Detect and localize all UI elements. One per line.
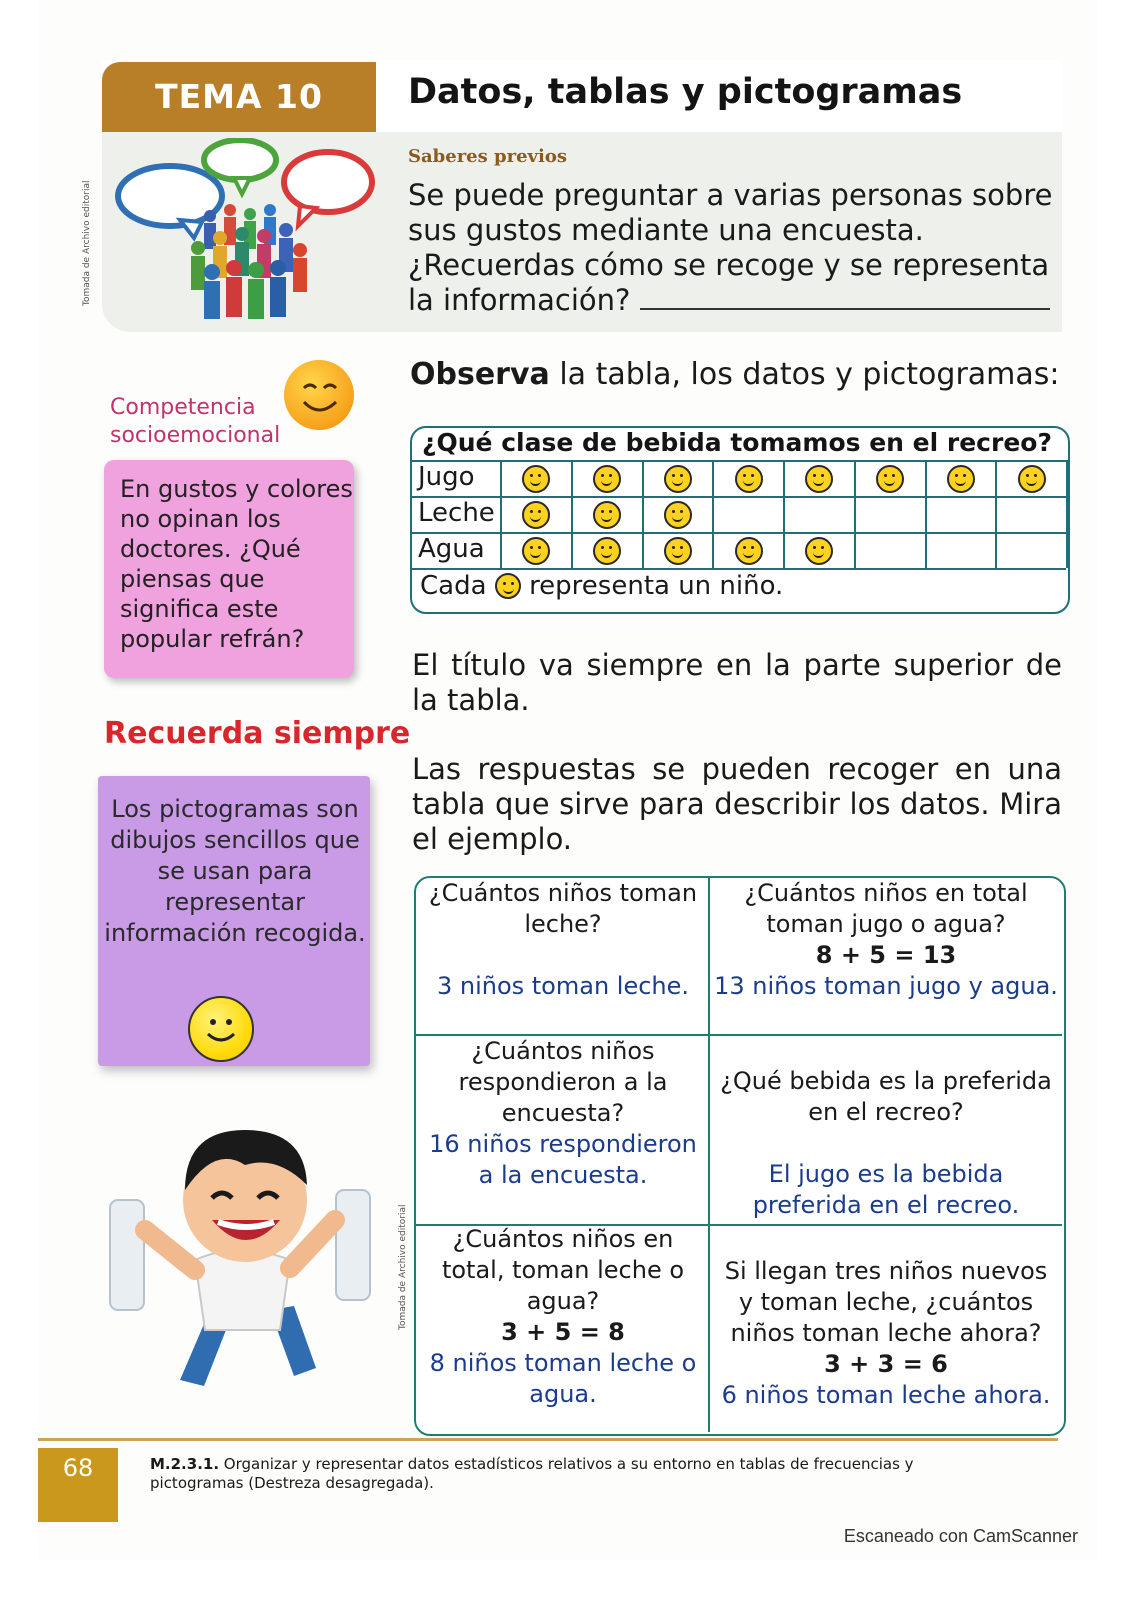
observe-rest: la tabla, los datos y pictogramas: (549, 357, 1060, 392)
qa-question: Si llegan tres niños nuevos y toman leche, ¿cuántos niños toman leche ahora? (724, 1257, 1048, 1347)
winking-smiley-icon (284, 360, 354, 430)
legend-after: representa un niño. (529, 571, 784, 601)
scanner-watermark: Escaneado con CamScanner (843, 1526, 1078, 1546)
pictogram-col-line (1066, 460, 1068, 568)
legend-before: Cada (420, 571, 487, 601)
page-title: Datos, tablas y pictogramas (408, 72, 963, 112)
legend-smiley-icon (495, 573, 521, 599)
smiley-face-icon (735, 465, 763, 493)
qa-equation: 3 + 5 = 8 (501, 1318, 625, 1346)
pictogram-col-line (500, 460, 502, 568)
footer-rule (38, 1438, 1058, 1441)
qa-divider (708, 878, 710, 1432)
qa-answer: 8 niños toman leche o agua. (429, 1349, 697, 1408)
speech-bubbles-crowd-illustration (110, 138, 380, 328)
observe-bold: Observa (410, 357, 550, 392)
tema-label: TEMA 10 (102, 62, 376, 132)
qa-cell (420, 1036, 706, 1191)
qa-equation: 3 + 3 = 6 (824, 1350, 948, 1378)
qa-answer: El jugo es la bebida preferida en el recreo. (752, 1160, 1020, 1219)
responses-note: Las respuestas se pueden recoger en una tabla que sirve para describir los datos. Mira el ejemplo. (412, 752, 1062, 856)
qa-question: ¿Cuántos niños en total, toman leche o agua? (441, 1225, 685, 1315)
pictogram-row-line (410, 496, 1066, 498)
image-credit: Tomada de Archivo editorial (82, 180, 92, 306)
pictogram-row-line (410, 532, 1066, 534)
qa-answer: 13 niños toman jugo y agua. (714, 972, 1058, 1000)
pictogram-col-line (712, 460, 714, 568)
competencia-label: Competencia socioemocional (110, 395, 281, 448)
page-number: 68 (38, 1448, 118, 1522)
smiley-face-icon (593, 501, 621, 529)
qa-answer: 16 niños respondieron a la encuesta. (429, 1130, 697, 1189)
pictogram-row-label: Leche (418, 498, 495, 528)
refran-text: En gustos y colores no opinan los doctores. ¿Qué piensas que significa este popular refrán? (120, 475, 353, 653)
pictogram-col-line (642, 460, 644, 568)
image-credit-2: Tomada de Archivo editorial (398, 1204, 408, 1330)
pictogram-col-line (995, 460, 997, 568)
smiley-face-icon (593, 537, 621, 565)
kid-holding-bottles-illustration (100, 1120, 390, 1410)
smiley-icon (188, 996, 254, 1062)
pictogram-col-line (854, 460, 856, 568)
recuerda-siempre-title: Recuerda siempre (104, 716, 411, 751)
skill-text: Organizar y representar datos estadísticos relativos a su entorno en tablas de frecuencias y pictogramas (Destreza desagregada). (150, 1455, 914, 1492)
saberes-previos-label: Saberes previos (408, 146, 567, 167)
title-note: El título va siempre en la parte superior de la tabla. (412, 648, 1062, 717)
skill-description (150, 1455, 1000, 1493)
smiley-face-icon (1018, 465, 1046, 493)
qa-question: ¿Cuántos niños respondieron a la encuesta? (458, 1037, 668, 1127)
pictogram-col-line (783, 460, 785, 568)
smiley-face-icon (947, 465, 975, 493)
intro-question: Se puede preguntar a varias personas sobre sus gustos mediante una encuesta. ¿Recuerdas cómo se recoge y se representa la información? (408, 178, 1053, 317)
qa-equation: 8 + 5 = 13 (815, 941, 957, 969)
qa-cell (714, 1066, 1058, 1221)
smiley-face-icon (735, 537, 763, 565)
pictogram-row-line (410, 460, 1066, 462)
smiley-face-icon (664, 537, 692, 565)
pictogram-title: ¿Qué clase de bebida tomamos en el recreo? (422, 428, 1052, 457)
smiley-face-icon (593, 465, 621, 493)
intro-text (408, 178, 1058, 318)
pictogram-row-label: Agua (418, 534, 485, 564)
qa-question: ¿Cuántos niños toman leche? (428, 879, 698, 938)
qa-answer: 6 niños toman leche ahora. (721, 1381, 1051, 1409)
observe-instruction (410, 357, 1060, 392)
pictogram-row-label: Jugo (418, 462, 475, 492)
smiley-face-icon (664, 501, 692, 529)
qa-question: ¿Qué bebida es la preferida en el recreo? (720, 1067, 1052, 1126)
pictogram-legend (420, 568, 783, 601)
qa-cell (714, 878, 1058, 1002)
qa-question: ¿Cuántos niños en total toman jugo o agua? (744, 879, 1028, 938)
pictogram-col-line (925, 460, 927, 568)
smiley-face-icon (664, 465, 692, 493)
smiley-face-icon (876, 465, 904, 493)
pictogram-col-line (571, 460, 573, 568)
answer-blank-line[interactable] (640, 308, 1050, 310)
qa-cell (420, 1224, 706, 1410)
qa-cell (714, 1256, 1058, 1411)
qa-answer: 3 niños toman leche. (436, 972, 690, 1000)
qa-cell (420, 878, 706, 1002)
skill-code: M.2.3.1. (150, 1455, 220, 1473)
pictograma-definition: Los pictogramas son dibujos sencillos que se usan para representar información recogida. (104, 795, 366, 947)
